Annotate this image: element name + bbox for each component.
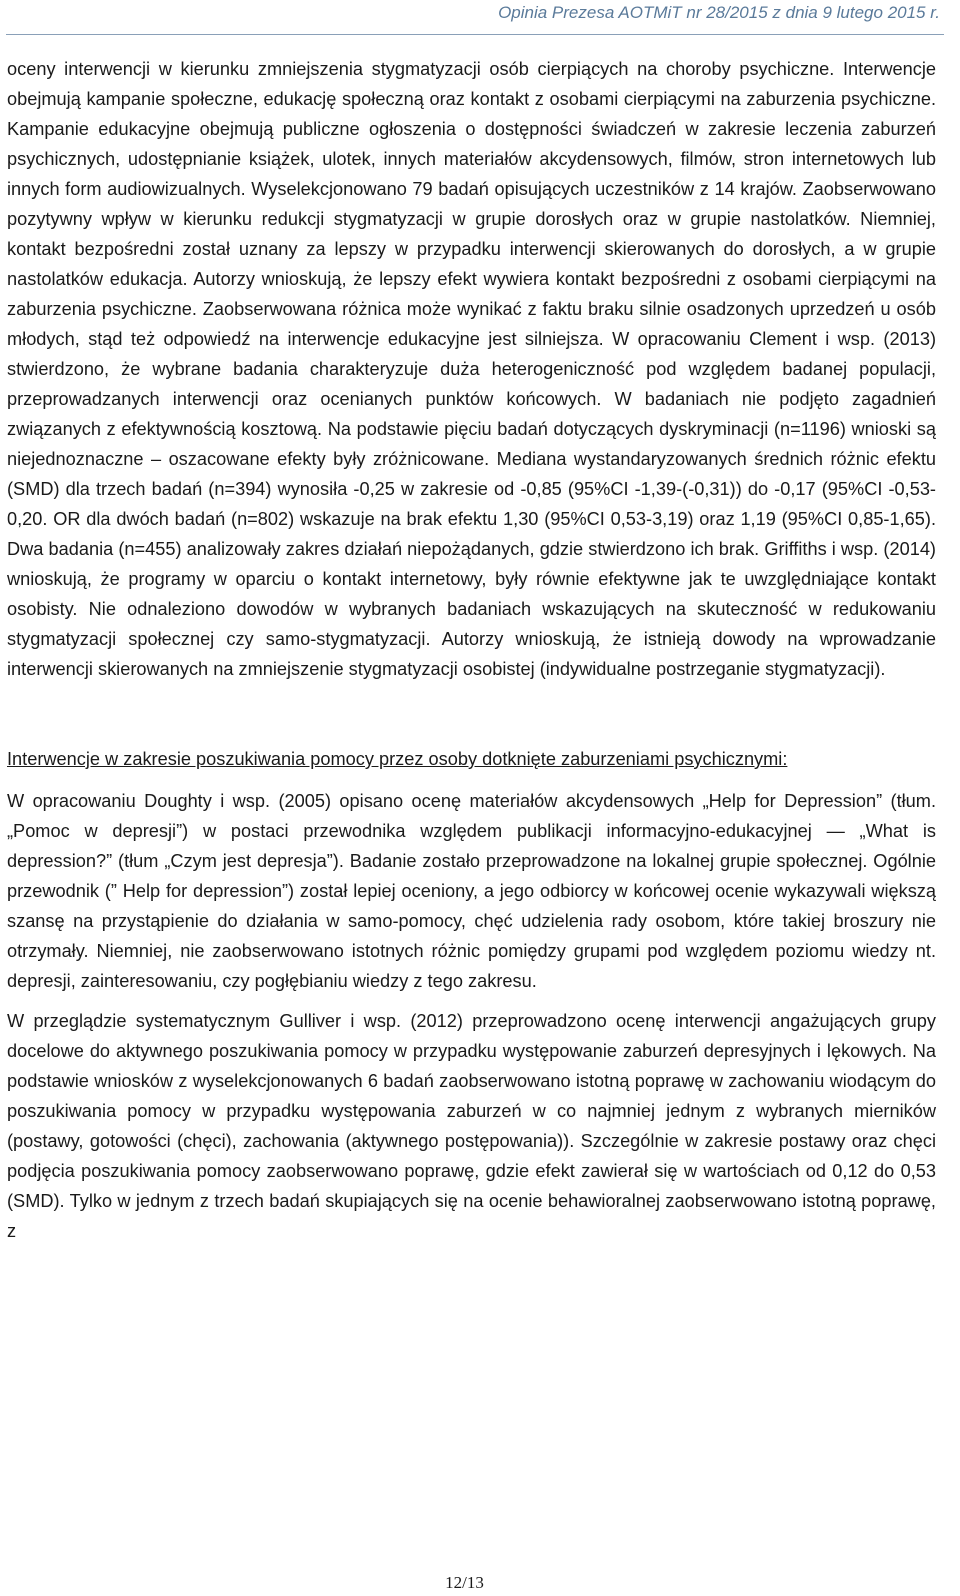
- page-number: 12/13: [445, 1573, 484, 1592]
- page-body: [7, 54, 936, 1246]
- section-heading: Interwencje w zakresie poszukiwania pomocy przez osoby dotknięte zaburzeniami psychicznymi:: [7, 749, 788, 769]
- header-divider: [6, 34, 944, 35]
- document-header: Opinia Prezesa AOTMiT nr 28/2015 z dnia 9 lutego 2015 r.: [498, 3, 940, 22]
- body-paragraph: W opracowaniu Doughty i wsp. (2005) opisano ocenę materiałów akcydensowych „Help for Depression” (tłum. „Pomoc w depresji”) w postaci przewodnika względem publikacji informacyjno-edukacyjnej — „What is depression?” (tłum „Czym jest depresja”). Badanie zostało przeprowadzone na lokalnej grupie społecznej. Ogólnie przewodnik (” Help for depression”) został lepiej oceniony, a jego odbiorcy w końcowej ocenie wykazywali większą szansę na przystąpienie do działania w samo-pomocy, chęć udzielenia rady osobom, które takiej broszury nie otrzymały. Niemniej, nie zaobserwowano istotnych różnic pomiędzy grupami pod względem poziomu wiedzy nt. depresji, zainteresowaniu, czy pogłębianiu wiedzy z tego zakresu.: [7, 791, 936, 991]
- body-paragraph: W przeglądzie systematycznym Gulliver i wsp. (2012) przeprowadzono ocenę interwencji angażujących grupy docelowe do aktywnego poszukiwania pomocy w przypadku występowanie zaburzeń depresyjnych i lękowych. Na podstawie wniosków z wyselekcjonowanych 6 badań zaobserwowano istotną poprawę w zachowaniu wiodącym do poszukiwania pomocy w przypadku występowania zaburzeń w co najmniej jednym z wybranych mierników (postawy, gotowości (chęci), zachowania (aktywnego postępowania)). Szczególnie w zakresie postawy oraz chęci podjęcia poszukiwania pomocy zaobserwowano poprawę, gdzie efekt zawierał się w wartościach od 0,12 do 0,53 (SMD). Tylko w jednym z trzech badań skupiających się na ocenie behawioralnej zaobserwowano istotną poprawę, z: [7, 1011, 936, 1241]
- body-paragraph: oceny interwencji w kierunku zmniejszenia stygmatyzacji osób cierpiących na choroby psychiczne. Interwencje obejmują kampanie społeczne, edukację społeczną oraz kontakt z osobami cierpiącymi na zaburzenia psychiczne. Kampanie edukacyjne obejmują publiczne ogłoszenia o dostępności świadczeń w zakresie leczenia zaburzeń psychicznych, udostępnianie książek, ulotek, innych materiałów akcydensowych, filmów, stron internetowych lub innych form audiowizualnych. Wyselekcjonowano 79 badań opisujących uczestników z 14 krajów. Zaobserwowano pozytywny wpływ w kierunku redukcji stygmatyzacji w grupie dorosłych oraz w grupie nastolatków. Niemniej, kontakt bezpośredni został uznany za lepszy w przypadku interwencji skierowanych do dorosłych, a w grupie nastolatków edukacja. Autorzy wnioskują, że lepszy efekt wywiera kontakt bezpośredni z osobami cierpiącymi na zaburzenia psychiczne. Zaobserwowana różnica może wynikać z faktu braku silnie osadzonych uprzedzeń u osób młodych, stąd też odpowiedź na interwencje edukacyjne jest silniejsza. W opracowaniu Clement i wsp. (2013) stwierdzono, że wybrane badania charakteryzuje duża heterogeniczność pod względem badanej populacji, przeprowadzanych interwencji oraz ocenianych punktów końcowych. W badaniach nie podjęto zagadnień związanych z efektywnością kosztową. Na podstawie pięciu badań dotyczących dyskryminacji (n=1196) wnioski są niejednoznaczne – oszacowane efekty były zróżnicowane. Mediana wystandaryzowanych średnich różnic efektu (SMD) dla trzech badań (n=394) wynosiła -0,25 w zakresie od -0,85 (95%CI -1,39-(-0,31)) do -0,17 (95%CI -0,53-0,20. OR dla dwóch badań (n=802) wskazuje na brak efektu 1,30 (95%CI 0,53-3,19) oraz 1,19 (95%CI 0,85-1,65). Dwa badania (n=455) analizowały zakres działań niepożądanych, gdzie stwierdzono ich brak. Griffiths i wsp. (2014) wnioskują, że programy w oparciu o kontakt internetowy, były równie efektywne jak te uwzględniające kontakt osobisty. Nie odnaleziono dowodów w wybranych badaniach wskazujących na skuteczność w redukowaniu stygmatyzacji społecznej czy samo-stygmatyzacji. Autorzy wnioskują, że istnieją dowody na wprowadzanie interwencji skierowanych na zmniejszenie stygmatyzacji osobistej (indywidualne postrzeganie stygmatyzacji).: [7, 59, 936, 679]
